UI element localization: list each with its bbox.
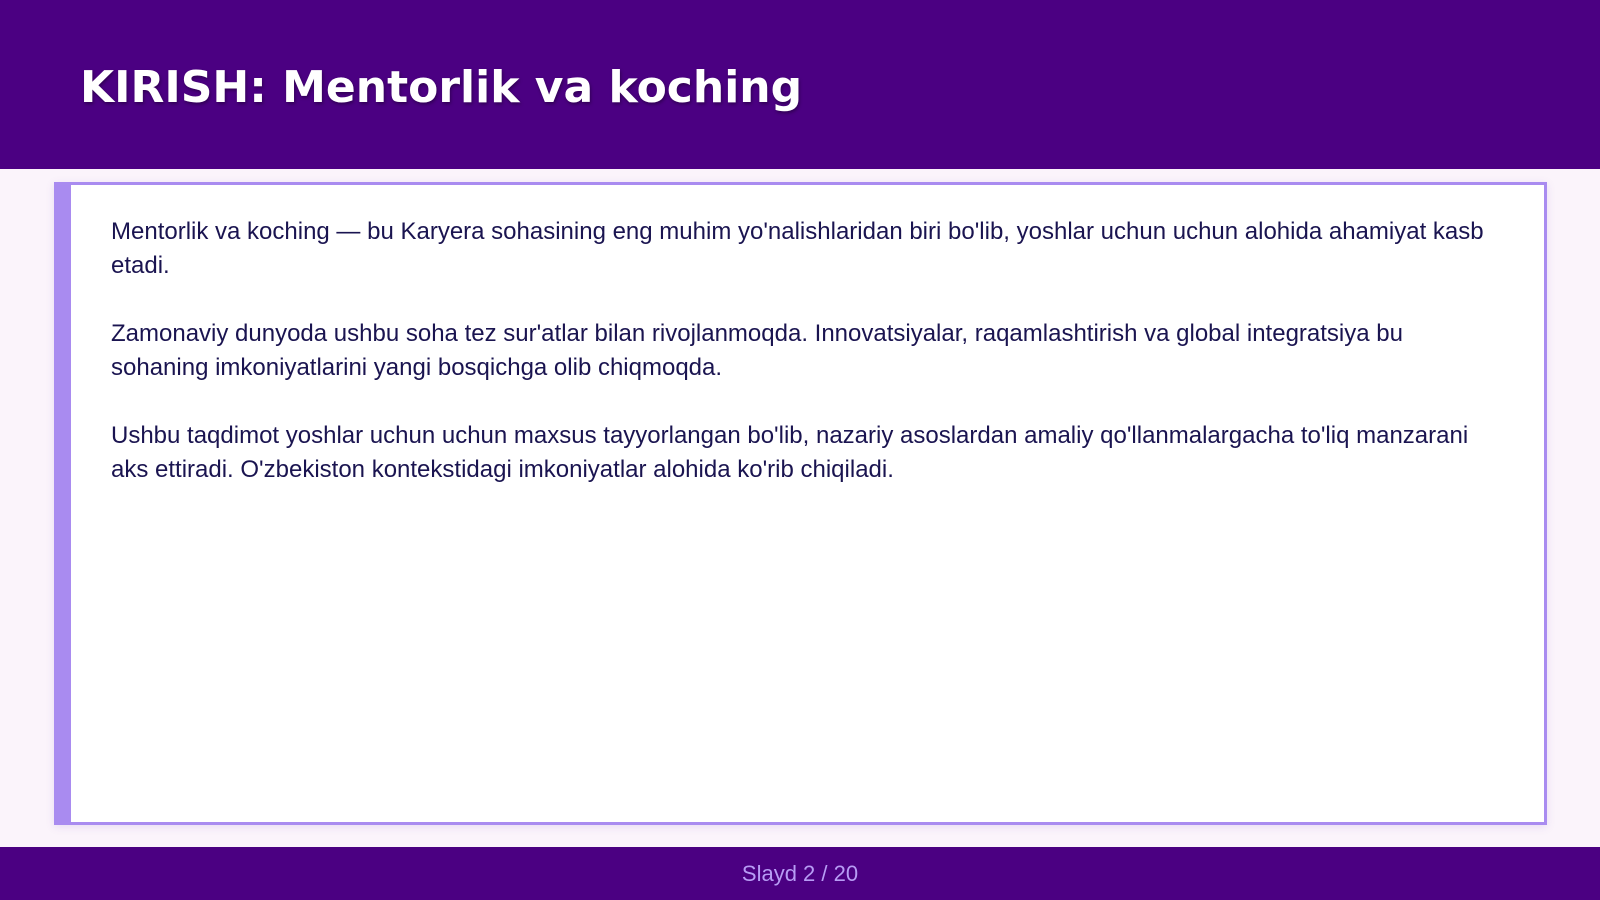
slide-title: KIRISH: Mentorlik va koching [80, 62, 803, 113]
slide-header [0, 0, 1600, 169]
slide-counter: Slayd 2 / 20 [741, 860, 859, 886]
paragraph-presentation: Ushbu taqdimot yoshlar uchun uchun maxsus tayyorlangan bo'lib, nazariy asoslardan amaliy qo'llanmalargacha to'liq manzarani aks ettiradi. O'zbekiston kontekstidagi imkoniyatlar alohida ko'rib chiqiladi. [111, 422, 1469, 483]
content-card [54, 182, 1547, 825]
content-body [111, 215, 1491, 521]
paragraph-intro: Mentorlik va koching — bu Karyera sohasining eng muhim yo'nalishlaridan biri bo'lib, yoshlar uchun uchun alohida ahamiyat kasb etadi. [111, 218, 1484, 279]
slide-footer [0, 847, 1600, 900]
paragraph-modern-world: Zamonaviy dunyoda ushbu soha tez sur'atlar bilan rivojlanmoqda. Innovatsiyalar, raqamlashtirish va global integratsiya bu sohaning imkoniyatlarini yangi bosqichga olib chiqmoqda. [111, 320, 1403, 381]
